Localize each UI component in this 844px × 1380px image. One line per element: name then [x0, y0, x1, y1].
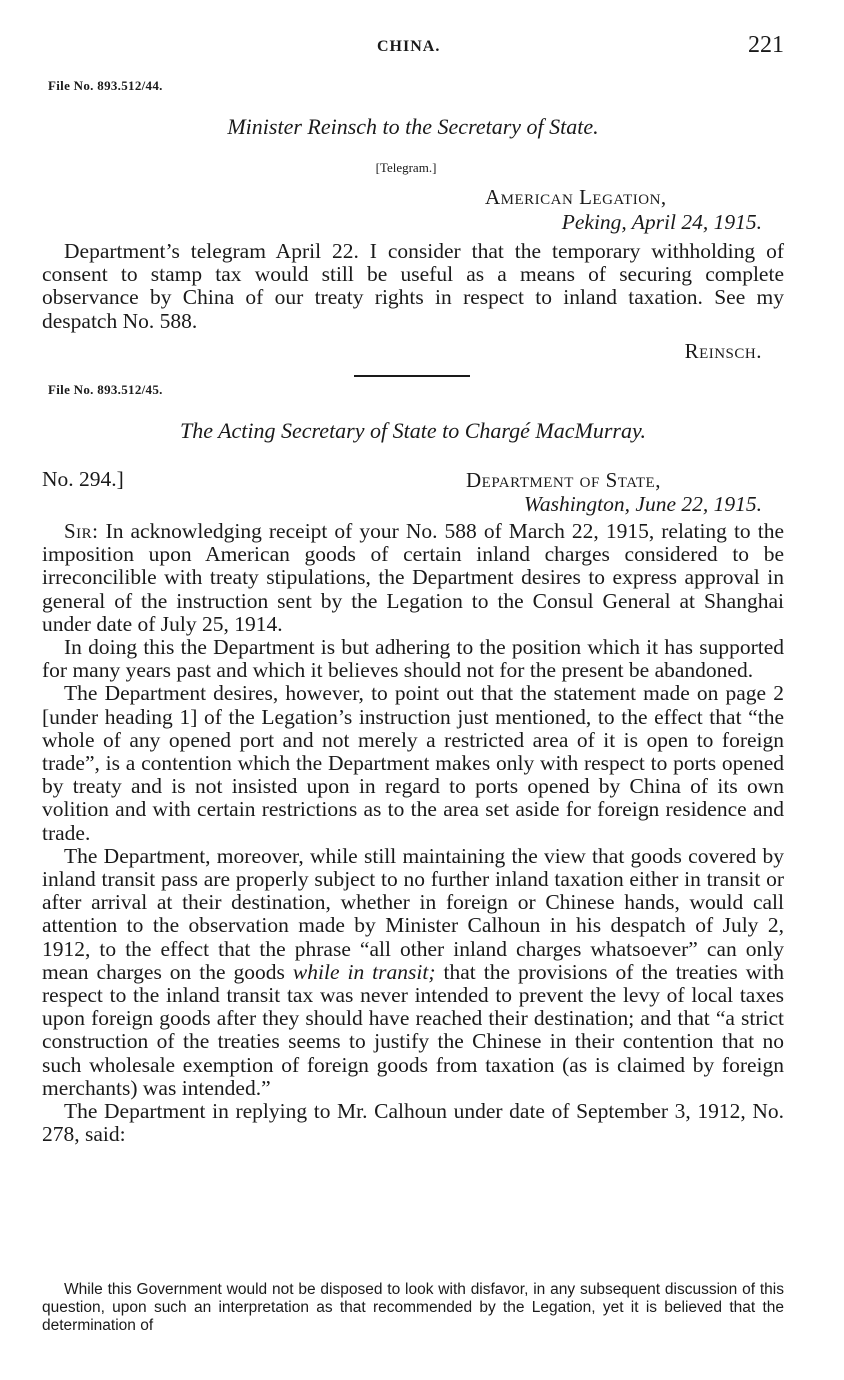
telegram-note-text: [Telegram.] — [375, 160, 437, 175]
quote-paragraph: While this Government would not be disposed to look with disfavor, in any subsequent discussion of this question, upon such an interpretation as that recommended by the Legation, yet it is believed that the determination of — [42, 1281, 784, 1334]
telegram-note — [42, 160, 784, 176]
paragraph-text: In acknowledging receipt of your No. 588 of March 22, 1915, relating to the imposition upon American goods of certain inland charges considered to be irreconcilible with treaty stipulations, the Department desires to express approval in general of the instruction sent by the Legation to the Consul General at Shanghai under date of July 25, 1914. — [42, 519, 784, 636]
telegram-body — [42, 240, 784, 333]
italic-phrase: while in transit; — [292, 959, 436, 984]
document-number: No. 294.] — [42, 467, 124, 491]
document-title: The Acting Secretary of State to Chargé MacMurray. — [180, 418, 646, 443]
file-number: File No. 893.512/44. — [48, 78, 163, 93]
file-number: File No. 893.512/45. — [48, 382, 163, 397]
body-paragraph — [42, 845, 784, 1100]
section-divider — [354, 375, 470, 377]
paragraph-text: that the provisions of the treaties with respect to the inland transit tax was never intended to prevent the levy of local taxes upon foreign goods after they should have reached their destination; and that “a strict construction of the treaties seems to justify the Chinese in their contention that no such wholesale exemption of foreign goods from taxation (as is claimed by foreign merchants) was intended.” — [42, 959, 784, 1100]
body-paragraph — [42, 520, 784, 636]
block-quote — [42, 1281, 784, 1335]
running-header — [42, 32, 784, 62]
running-title: CHINA. — [377, 38, 441, 55]
body-paragraph: The Department in replying to Mr. Calhoun under date of September 3, 1912, No. 278, said: — [42, 1099, 784, 1147]
salutation: Sir: — [64, 519, 99, 543]
body-paragraph: In doing this the Department is but adhering to the position which it has supported for many years past and which it believes should not for the present be abandoned. — [42, 635, 784, 683]
origin: American Legation, — [485, 185, 667, 209]
signature: Reinsch. — [684, 339, 762, 363]
body-paragraph: The Department desires, however, to point out that the statement made on page 2 [under heading 1] of the Legation’s instruction just mentioned, to the effect that “the whole of any opened port and not merely a restricted area of it is open to foreign trade”, is a contention which the Department makes only with respect to ports opened by treaty and is not insisted upon in regard to ports opened by China of its own volition and with certain restrictions as to the area set aside for foreign residence and trade. — [42, 681, 784, 845]
document-title: Minister Reinsch to the Secretary of State. — [227, 114, 599, 139]
page-number: 221 — [748, 32, 784, 58]
place-date: Peking, April 24, 1915. — [561, 210, 762, 234]
paragraph-text: The Department, moreover, while still maintaining the view that goods covered by inland transit pass are properly subject to no further inland taxation either in transit or after arrival at their destination, whether in foreign or Chinese hands, would call attention to the observation made by Minister Calhoun in his despatch of July 2, 1912, to the effect that the phrase “all other inland charges whatsoever” can only mean charges on the goods — [42, 843, 784, 984]
origin: Department of State, — [466, 468, 661, 492]
place-date: Washington, June 22, 1915. — [523, 492, 762, 516]
letter-body — [42, 520, 784, 1146]
telegram-body-paragraph: Department’s telegram April 22. I consider that the temporary withholding of consent to stamp tax would still be useful as a means of securing complete observance by China of our treaty rights in respect to inland taxation. See my despatch No. 588. — [42, 239, 784, 333]
